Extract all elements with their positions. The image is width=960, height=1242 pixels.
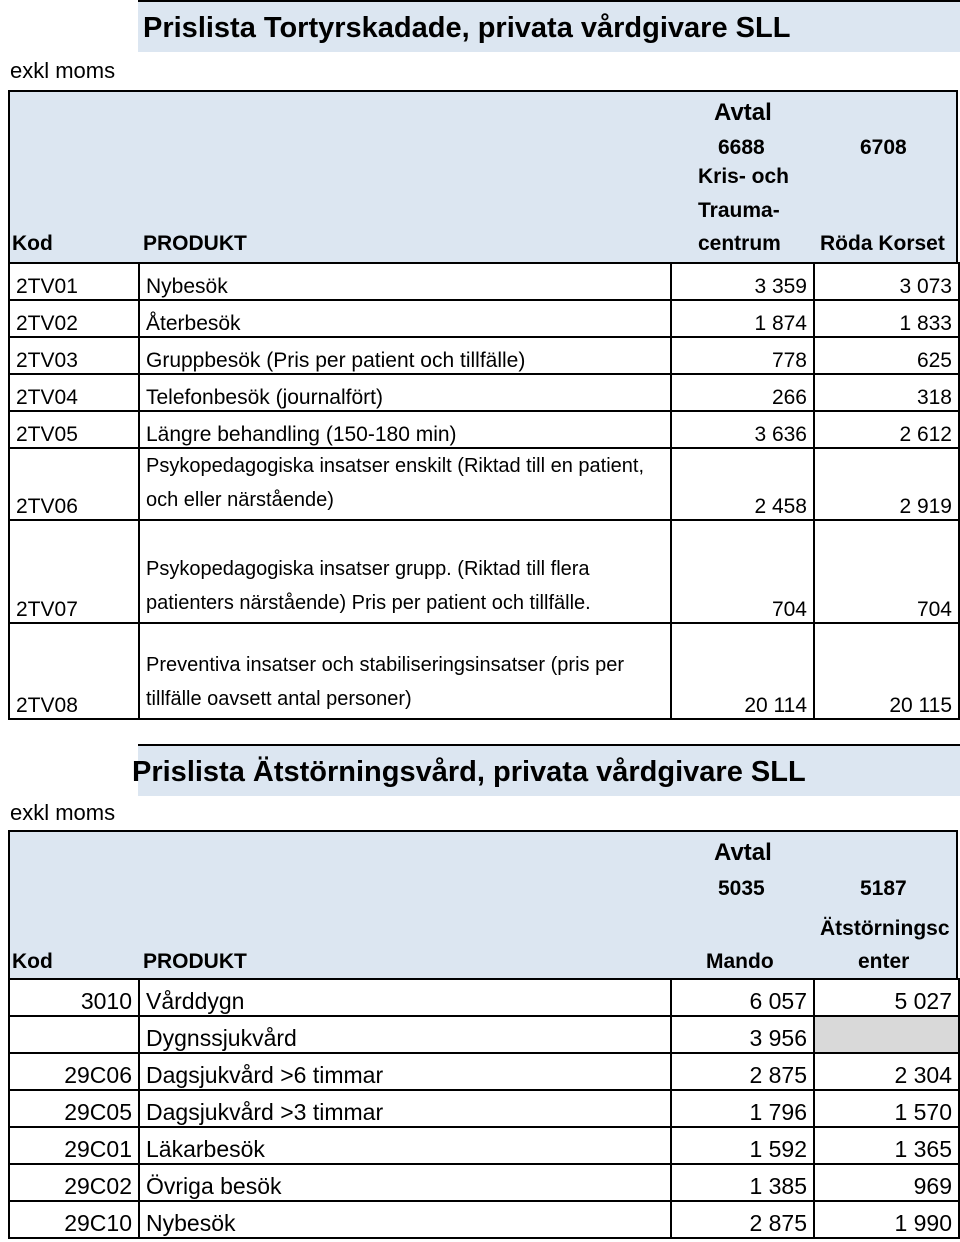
header-produkt: PRODUKT	[143, 232, 247, 255]
section1-table	[8, 262, 960, 720]
cell-produkt: Återbesök	[139, 300, 671, 337]
table-row	[9, 411, 959, 448]
cell-kod: 2TV08	[9, 623, 139, 719]
cell-produkt: Vårddygn	[139, 979, 671, 1016]
cell-value-2: 20 115	[814, 623, 959, 719]
table-row	[9, 1201, 959, 1238]
cell-kod: 2TV02	[9, 300, 139, 337]
cell-kod: 29C05	[9, 1090, 139, 1127]
cell-value-2: 969	[814, 1164, 959, 1201]
cell-kod: 2TV06	[9, 448, 139, 520]
table-row	[9, 1016, 959, 1053]
cell-produkt: Psykopedagogiska insatser enskilt (Riktad till en patient, och eller närstående)	[139, 448, 671, 520]
cell-value-2: 2 919	[814, 448, 959, 520]
table-row	[9, 300, 959, 337]
table-row	[9, 1090, 959, 1127]
header-produkt: PRODUKT	[143, 950, 247, 973]
cell-kod: 29C10	[9, 1201, 139, 1238]
cell-value-2-empty	[814, 1016, 959, 1053]
cell-kod: 2TV03	[9, 337, 139, 374]
cell-produkt: Nybesök	[139, 263, 671, 300]
cell-produkt: Dygnssjukvård	[139, 1016, 671, 1053]
cell-value-2: 3 073	[814, 263, 959, 300]
cell-value-2: 1 990	[814, 1201, 959, 1238]
cell-value-1: 6 057	[671, 979, 814, 1016]
cell-value-1: 2 875	[671, 1053, 814, 1090]
table-row	[9, 520, 959, 623]
section2-table	[8, 978, 960, 1239]
table-row	[9, 374, 959, 411]
cell-produkt: Preventiva insatser och stabiliseringsinsatser (pris per tillfälle oavsett antal personer)	[139, 623, 671, 719]
cell-kod: 29C02	[9, 1164, 139, 1201]
cell-value-1: 778	[671, 337, 814, 374]
cell-value-2: 5 027	[814, 979, 959, 1016]
table-row	[9, 1164, 959, 1201]
cell-value-2: 704	[814, 520, 959, 623]
header-col1-line3: centrum	[698, 232, 781, 255]
section2-header	[8, 830, 958, 980]
table-row	[9, 337, 959, 374]
cell-value-2: 1 365	[814, 1127, 959, 1164]
cell-value-1: 3 636	[671, 411, 814, 448]
header-col1-line2: Trauma-	[698, 199, 780, 222]
cell-produkt: Dagsjukvård >6 timmar	[139, 1053, 671, 1090]
section2-subtitle: exkl moms	[10, 800, 116, 825]
cell-value-1: 1 385	[671, 1164, 814, 1201]
cell-value-1: 704	[671, 520, 814, 623]
cell-produkt: Dagsjukvård >3 timmar	[139, 1090, 671, 1127]
header-avtal: Avtal	[714, 839, 772, 866]
cell-kod	[9, 1016, 139, 1053]
cell-value-1: 266	[671, 374, 814, 411]
header-col1-code: 6688	[718, 136, 765, 159]
cell-value-2: 318	[814, 374, 959, 411]
header-col2-code: 6708	[860, 136, 907, 159]
cell-value-1: 3 359	[671, 263, 814, 300]
cell-value-1: 1 874	[671, 300, 814, 337]
header-col2-name: Röda Korset	[820, 232, 945, 255]
cell-kod: 2TV01	[9, 263, 139, 300]
cell-value-2: 625	[814, 337, 959, 374]
cell-value-1: 2 458	[671, 448, 814, 520]
header-avtal: Avtal	[714, 99, 772, 126]
cell-value-1: 1 592	[671, 1127, 814, 1164]
cell-kod: 3010	[9, 979, 139, 1016]
cell-produkt: Gruppbesök (Pris per patient och tillfälle)	[139, 337, 671, 374]
cell-produkt: Telefonbesök (journalfört)	[139, 374, 671, 411]
cell-value-2: 2 612	[814, 411, 959, 448]
table-row	[9, 979, 959, 1016]
table-row	[9, 448, 959, 520]
header-kod: Kod	[12, 950, 53, 973]
cell-produkt: Läkarbesök	[139, 1127, 671, 1164]
cell-produkt: Övriga besök	[139, 1164, 671, 1201]
cell-value-1: 20 114	[671, 623, 814, 719]
header-col1-line1: Kris- och	[698, 165, 790, 188]
section1-subtitle: exkl moms	[10, 58, 116, 83]
table-row	[9, 263, 959, 300]
section1-header	[8, 90, 958, 264]
cell-value-2: 1 833	[814, 300, 959, 337]
table-row	[9, 623, 959, 719]
cell-produkt: Längre behandling (150-180 min)	[139, 411, 671, 448]
table-row	[9, 1127, 959, 1164]
cell-kod: 2TV07	[9, 520, 139, 623]
header-col2-line2: enter	[858, 950, 910, 973]
header-col2-line1: Ätstörningsc	[820, 917, 950, 940]
header-kod: Kod	[12, 232, 53, 255]
table-row	[9, 1053, 959, 1090]
cell-value-1: 3 956	[671, 1016, 814, 1053]
cell-value-1: 2 875	[671, 1201, 814, 1238]
cell-kod: 29C01	[9, 1127, 139, 1164]
header-col1-code: 5035	[718, 877, 765, 900]
cell-value-2: 2 304	[814, 1053, 959, 1090]
cell-value-1: 1 796	[671, 1090, 814, 1127]
cell-produkt: Psykopedagogiska insatser grupp. (Riktad till flera patienters närstående) Pris per patient och tillfälle.	[139, 520, 671, 623]
cell-produkt: Nybesök	[139, 1201, 671, 1238]
cell-kod: 29C06	[9, 1053, 139, 1090]
section2-title: Prislista Ätstörningsvård, privata vårdgivare SLL	[132, 756, 806, 788]
cell-kod: 2TV04	[9, 374, 139, 411]
header-col2-code: 5187	[860, 877, 907, 900]
header-col1-name: Mando	[706, 950, 774, 973]
section1-title: Prislista Tortyrskadade, privata vårdgivare SLL	[143, 12, 791, 44]
cell-value-2: 1 570	[814, 1090, 959, 1127]
cell-kod: 2TV05	[9, 411, 139, 448]
